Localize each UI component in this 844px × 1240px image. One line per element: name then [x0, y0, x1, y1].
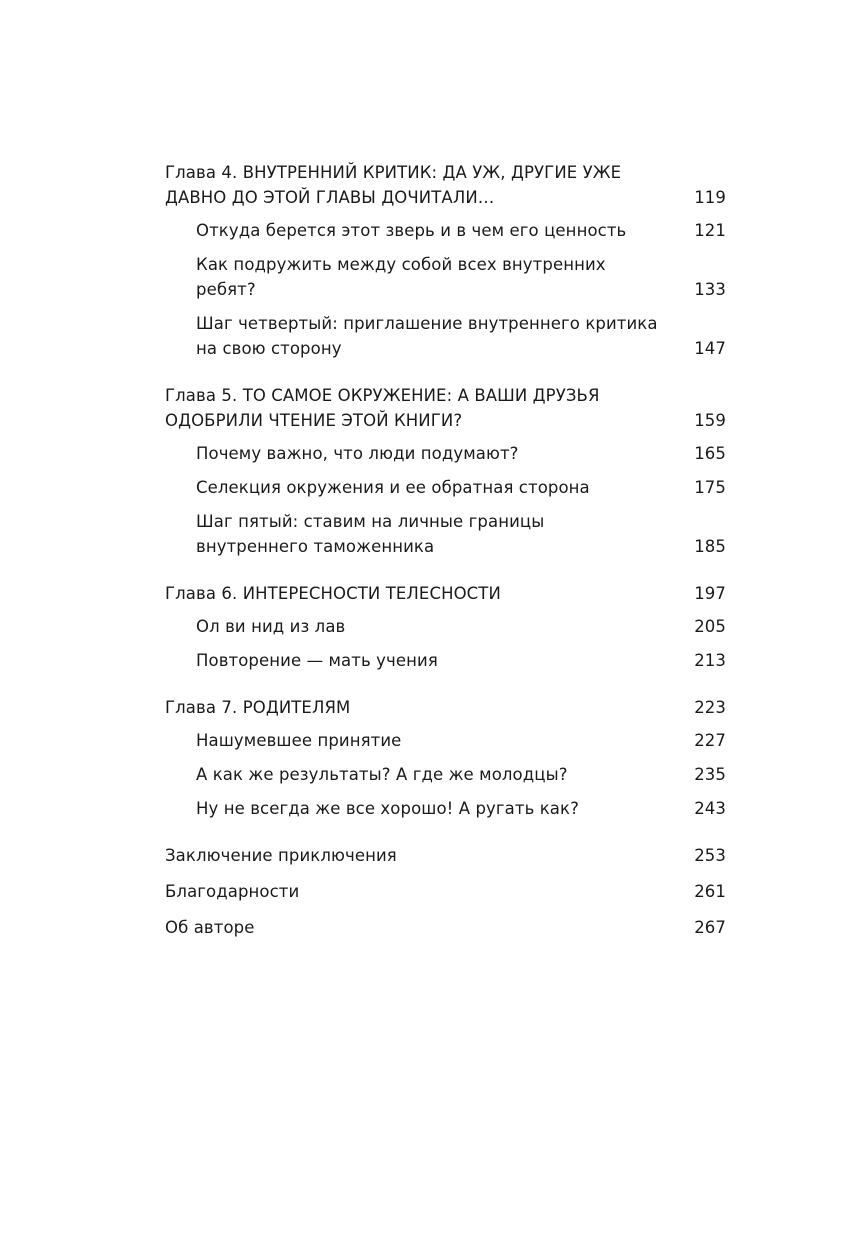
section-entry[interactable]	[165, 509, 726, 559]
back-matter	[165, 843, 726, 940]
table-of-contents	[165, 160, 726, 951]
chapter-title: Глава 6. ИНТЕРЕСНОСТИ ТЕЛЕСНОСТИ	[165, 584, 501, 603]
section-title: Ол ви нид из лав	[196, 617, 346, 636]
page-number: 197	[694, 584, 726, 603]
backmatter-entry-acknowledgements[interactable]	[165, 879, 726, 904]
page-number: 121	[694, 221, 726, 240]
section-entry[interactable]	[165, 311, 726, 361]
page-number: 235	[694, 765, 726, 784]
section-title: Откуда берется этот зверь и в чем его ценность	[196, 221, 627, 240]
section-entry[interactable]	[165, 648, 726, 673]
page-number: 159	[694, 411, 726, 430]
chapter-4	[165, 160, 726, 361]
chapter-heading[interactable]	[165, 160, 726, 210]
page-number: 165	[694, 444, 726, 463]
section-title: А как же результаты? А где же молодцы?	[196, 765, 568, 784]
section-title: Селекция окружения и ее обратная сторона	[196, 478, 590, 497]
entry-title: Благодарности	[165, 882, 300, 901]
section-entry[interactable]	[165, 475, 726, 500]
section-entry[interactable]	[165, 762, 726, 787]
section-title: Шаг четвертый: приглашение внутреннего критика на свою сторону	[196, 314, 658, 358]
chapter-7	[165, 695, 726, 821]
section-title: Почему важно, что люди подумают?	[196, 444, 519, 463]
chapter-5	[165, 383, 726, 559]
page-number: 253	[694, 846, 726, 865]
chapter-heading[interactable]	[165, 581, 726, 606]
entry-title: Об авторе	[165, 918, 255, 937]
page-number: 261	[694, 882, 726, 901]
section-title: Ну не всегда же все хорошо! А ругать как?	[196, 799, 579, 818]
section-entry[interactable]	[165, 441, 726, 466]
section-entry[interactable]	[165, 252, 726, 302]
page-number: 205	[694, 617, 726, 636]
section-title: Повторение — мать учения	[196, 651, 438, 670]
backmatter-entry-about-author[interactable]	[165, 915, 726, 940]
page-number: 133	[694, 280, 726, 299]
chapter-title: Глава 4. ВНУТРЕННИЙ КРИТИК: ДА УЖ, ДРУГИЕ УЖЕ ДАВНО ДО ЭТОЙ ГЛАВЫ ДОЧИТАЛИ…	[165, 163, 622, 207]
section-entry[interactable]	[165, 218, 726, 243]
section-entry[interactable]	[165, 614, 726, 639]
section-title: Как подружить между собой всех внутренних ребят?	[196, 255, 606, 299]
page-number: 185	[694, 537, 726, 556]
section-entry[interactable]	[165, 796, 726, 821]
chapter-title: Глава 7. РОДИТЕЛЯМ	[165, 698, 351, 717]
entry-title: Заключение приключения	[165, 846, 397, 865]
page-number: 119	[694, 188, 726, 207]
page-number: 227	[694, 731, 726, 750]
section-entry[interactable]	[165, 728, 726, 753]
page-number: 267	[694, 918, 726, 937]
page-number: 147	[694, 339, 726, 358]
section-title: Нашумевшее принятие	[196, 731, 402, 750]
page-number: 175	[694, 478, 726, 497]
page-number: 213	[694, 651, 726, 670]
page-number: 243	[694, 799, 726, 818]
backmatter-entry-conclusion[interactable]	[165, 843, 726, 868]
section-title: Шаг пятый: ставим на личные границы внутреннего таможенника	[196, 512, 545, 556]
chapter-heading[interactable]	[165, 695, 726, 720]
chapter-heading[interactable]	[165, 383, 726, 433]
chapter-6	[165, 581, 726, 673]
page-number: 223	[694, 698, 726, 717]
chapter-title: Глава 5. ТО САМОЕ ОКРУЖЕНИЕ: А ВАШИ ДРУЗЬЯ ОДОБРИЛИ ЧТЕНИЕ ЭТОЙ КНИГИ?	[165, 386, 600, 430]
